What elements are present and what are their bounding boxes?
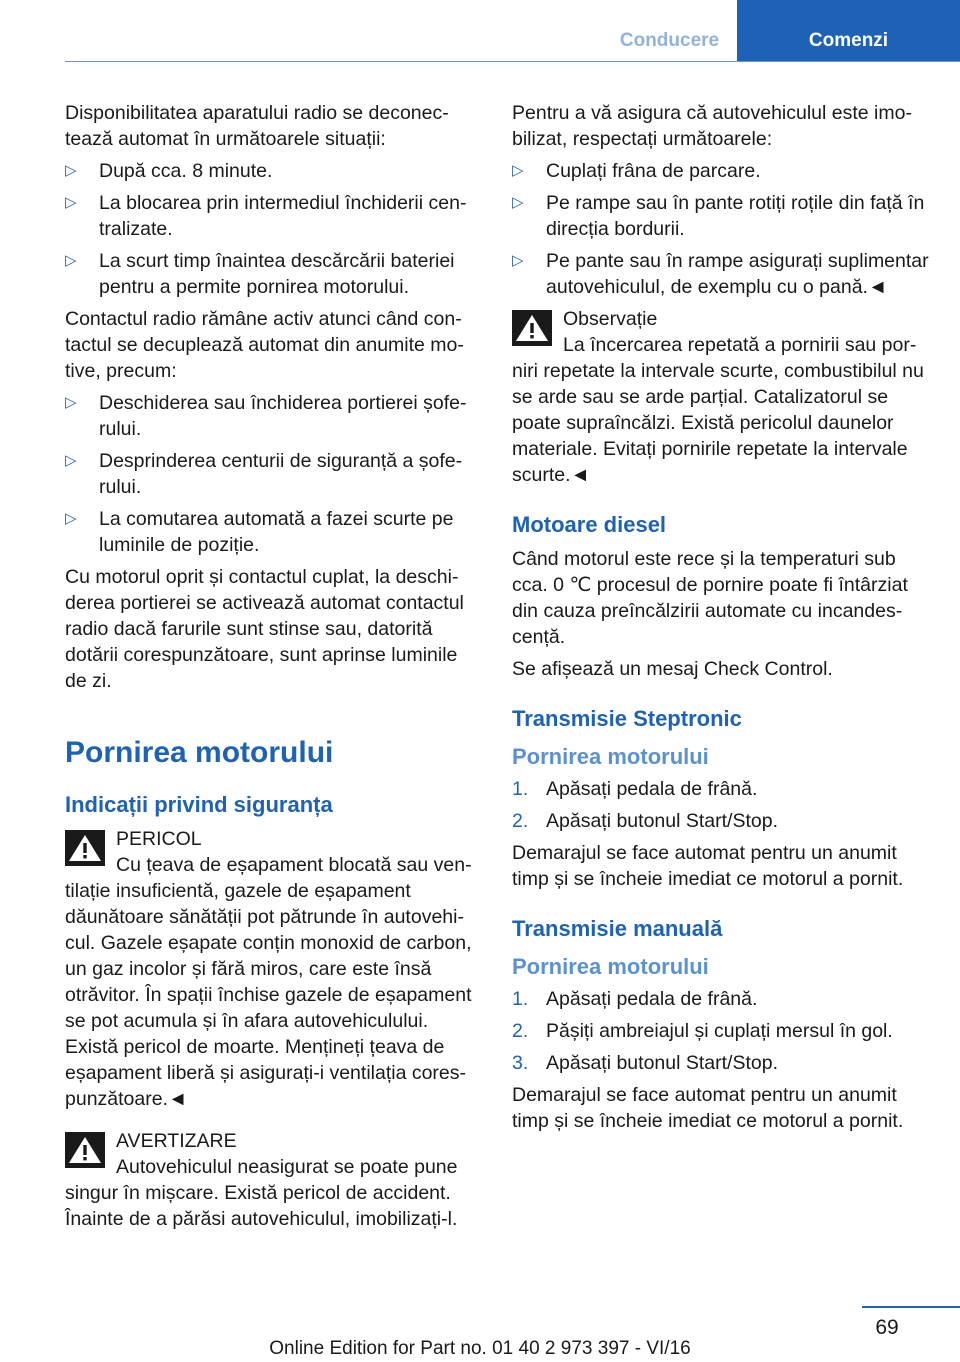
list-item: 2. Pășiți ambreiajul și cuplați mersul în gol. bbox=[512, 1020, 893, 1042]
paragraph: Disponibilitatea aparatului radio se deconectează automat în următoarele situații: bbox=[65, 102, 449, 150]
subsubsection-title: Pornirea motorului bbox=[512, 744, 709, 769]
warning-text: Cu țeava de eșapament blocată sau ventilație insuficientă, gazele de eșapament dăunătoare sănătății pot pătrunde în autovehicul. Gazele eșapate conțin monoxid de carbon, un gaz incolor și fără miros, care este însă otrăvitor. În spații închise gazele de eșapament se pot acumula și în afara autovehiculului. Există pericol de moarte. Mențineți țeava de eșapament liberă și asigurați-i ventilația corespunzătoare.◄ bbox=[65, 854, 472, 1110]
numbered-list bbox=[512, 776, 932, 834]
right-column bbox=[512, 100, 932, 1140]
tab-conducere[interactable]: Conducere bbox=[619, 30, 720, 51]
header-tabs bbox=[602, 0, 960, 61]
subsection-title: Motoare diesel bbox=[512, 512, 667, 537]
footer-divider bbox=[862, 1306, 960, 1308]
step-number: 1. bbox=[512, 778, 529, 800]
list-item: 1. Apăsați pedala de frână. bbox=[512, 988, 758, 1010]
list-item: ▷ La blocarea prin intermediul închiderii centralizate. bbox=[65, 192, 467, 240]
notice-text: La încercarea repetată a pornirii sau porniri repetate la intervale scurte, combustibilul nu se arde sau se arde parțial. Catalizatorul se poate supraîncălzi. Există pericolul daunelor materiale. Evitați pornirile repetate la intervale scurte.◄ bbox=[512, 334, 924, 486]
paragraph: Când motorul este rece și la temperaturi sub cca. 0 ℃ procesul de pornire poate fi întârziat din cauza preîncălzirii automate cu incandescență. bbox=[512, 548, 908, 648]
warning-box bbox=[65, 1128, 477, 1232]
tab-comenzi[interactable]: Comenzi bbox=[737, 0, 960, 61]
page-number: 69 bbox=[875, 1316, 899, 1339]
subsubsection-title: Pornirea motorului bbox=[512, 954, 709, 979]
warning-box bbox=[65, 826, 477, 1112]
list-item: ▷ Desprinderea centurii de siguranță a șoferului. bbox=[65, 450, 463, 498]
list-item: ▷ Pe rampe sau în pante rotiți roțile din față în direcția bordurii. bbox=[512, 192, 925, 240]
triangle-bullet-icon: ▷ bbox=[65, 194, 77, 211]
notice-box bbox=[512, 306, 932, 488]
triangle-bullet-icon: ▷ bbox=[512, 252, 524, 269]
list-item: ▷ La scurt timp înaintea descărcării bateriei pentru a permite pornirea motorului. bbox=[65, 250, 455, 298]
section-title: Pornirea motorului bbox=[65, 736, 334, 769]
paragraph: Contactul radio rămâne activ atunci când contactul se decuplează automat din anumite motive, precum: bbox=[65, 308, 464, 382]
step-number: 2. bbox=[512, 810, 529, 832]
list-item: 3. Apăsați butonul Start/Stop. bbox=[512, 1052, 778, 1074]
warning-title: AVERTIZARE bbox=[116, 1130, 237, 1152]
list-item: 1. Apăsați pedala de frână. bbox=[512, 778, 758, 800]
warning-icon bbox=[65, 830, 105, 866]
triangle-bullet-icon: ▷ bbox=[512, 194, 524, 211]
triangle-bullet-icon: ▷ bbox=[65, 510, 77, 527]
warning-title: PERICOL bbox=[116, 828, 202, 850]
warning-icon bbox=[65, 1132, 105, 1168]
header-divider bbox=[65, 61, 960, 62]
step-number: 2. bbox=[512, 1020, 529, 1042]
step-number: 1. bbox=[512, 988, 529, 1010]
subsection-title: Transmisie manuală bbox=[512, 916, 723, 941]
warning-text: Autovehiculul neasigurat se poate pune singur în mișcare. Există pericol de accident. Înainte de a părăsi autovehiculul, imobilizați-l. bbox=[65, 1156, 458, 1230]
list-item: ▷ După cca. 8 minute. bbox=[65, 160, 273, 182]
paragraph: Demarajul se face automat pentru un anumit timp și se încheie imediat ce motorul a pornit. bbox=[512, 842, 904, 890]
list-item: 2. Apăsați butonul Start/Stop. bbox=[512, 810, 778, 832]
paragraph: Pentru a vă asigura că autovehiculul este imobilizat, respectați următoarele: bbox=[512, 102, 912, 150]
triangle-bullet-icon: ▷ bbox=[65, 394, 77, 411]
notice-title: Observație bbox=[563, 308, 658, 330]
bullet-list bbox=[65, 390, 477, 558]
list-item: ▷ La comutarea automată a fazei scurte pe luminile de poziție. bbox=[65, 508, 454, 556]
triangle-bullet-icon: ▷ bbox=[65, 252, 77, 269]
bullet-list bbox=[65, 158, 477, 300]
paragraph: Demarajul se face automat pentru un anumit timp și se încheie imediat ce motorul a pornit. bbox=[512, 1084, 904, 1132]
step-number: 3. bbox=[512, 1052, 529, 1074]
paragraph: Cu motorul oprit și contactul cuplat, la deschiderea portierei se activează automat contactul radio dacă farurile sunt stinse sau, datorită dotării corespunzătoare, sunt aprinse luminile de zi. bbox=[65, 566, 464, 692]
warning-icon bbox=[512, 310, 552, 346]
numbered-list bbox=[512, 986, 932, 1076]
list-item: ▷ Pe pante sau în rampe asigurați suplimentar autovehiculul, de exemplu cu o pană.◄ bbox=[512, 250, 929, 298]
subsection-title: Indicații privind siguranța bbox=[65, 792, 333, 817]
triangle-bullet-icon: ▷ bbox=[512, 162, 524, 179]
triangle-bullet-icon: ▷ bbox=[65, 162, 77, 179]
left-column bbox=[65, 100, 477, 1240]
triangle-bullet-icon: ▷ bbox=[65, 452, 77, 469]
list-item: ▷ Deschiderea sau închiderea portierei șoferului. bbox=[65, 392, 467, 440]
bullet-list bbox=[512, 158, 932, 300]
paragraph: Se afișează un mesaj Check Control. bbox=[512, 658, 833, 680]
edition-footer: Online Edition for Part no. 01 40 2 973 397 - VI/16 bbox=[269, 1338, 691, 1359]
subsection-title: Transmisie Steptronic bbox=[512, 706, 742, 731]
list-item: ▷ Cuplați frâna de parcare. bbox=[512, 160, 761, 182]
